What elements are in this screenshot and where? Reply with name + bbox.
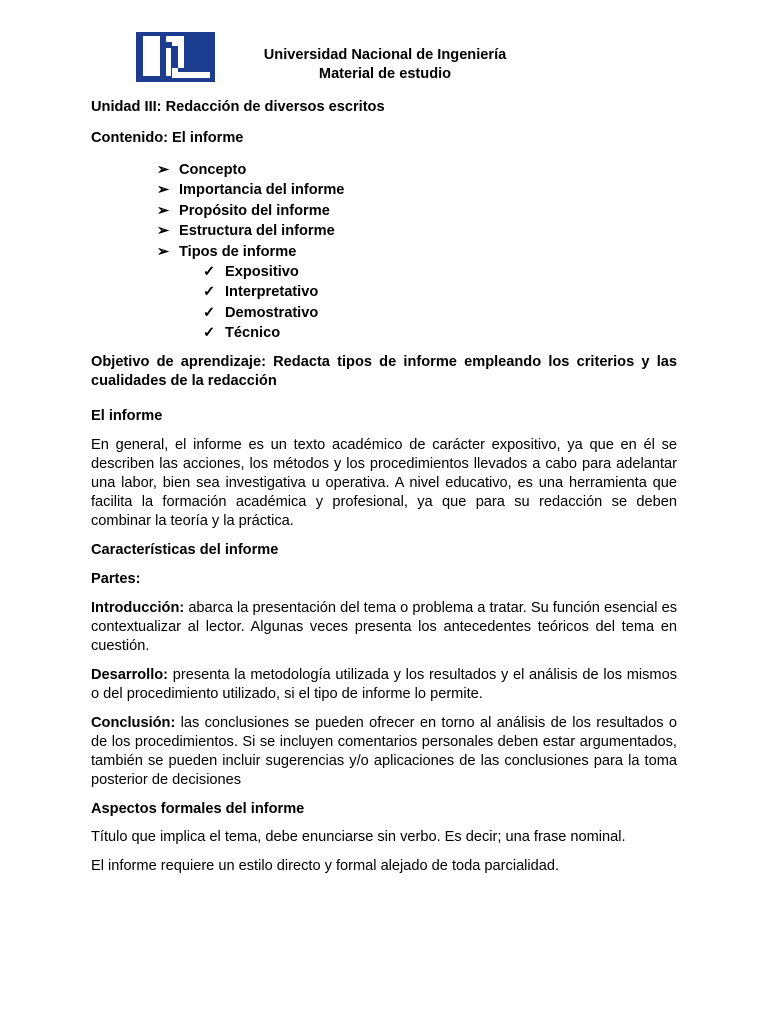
- learning-objective: Objetivo de aprendizaje: Redacta tipos de informe empleando los criterios y las cualidades de la redacción: [91, 353, 677, 389]
- arrow-bullet-icon: ➢: [157, 243, 170, 260]
- checkmark-icon: ✓: [203, 284, 216, 301]
- list-item: ➢ Concepto: [157, 160, 677, 180]
- checkmark-icon: ✓: [203, 325, 216, 342]
- partes-label: Partes:: [91, 570, 141, 587]
- introduccion-paragraph: Introducción: abarca la presentación del tema o problema a tratar. Su función esencial es contextualizar al lector. Algunas veces presenta los antecedentes teóricos del tema en cuestión.: [91, 599, 677, 654]
- checkmark-icon: ✓: [203, 304, 216, 321]
- aspectos-paragraph-2: El informe requiere un estilo directo y formal alejado de toda parcialidad.: [91, 857, 560, 874]
- arrow-bullet-icon: ➢: [157, 162, 170, 178]
- list-item: ✓ Expositivo: [203, 262, 677, 282]
- arrow-bullet-icon: ➢: [157, 223, 170, 240]
- conclusion-paragraph: Conclusión: las conclusiones se pueden ofrecer en torno al análisis de los resultados o de los procedimientos. Si se incluyen comentarios personales deben estar argumentados, también se pueden incluir sugerencias y/o aplicaciones de las conclusiones para la toma posterior de decisiones: [91, 714, 677, 788]
- list-item: ✓ Técnico: [203, 323, 677, 343]
- subtopics-list: [157, 262, 677, 344]
- university-name: Universidad Nacional de Ingeniería: [263, 47, 507, 63]
- topics-list: [91, 160, 677, 344]
- list-item: ✓ Interpretativo: [203, 282, 677, 302]
- checkmark-icon: ✓: [203, 264, 216, 281]
- introduccion-label: Introducción:: [91, 599, 185, 616]
- arrow-bullet-icon: ➢: [157, 202, 170, 219]
- material-label: Material de estudio: [318, 66, 452, 82]
- document-header: [215, 46, 555, 84]
- content-title: Contenido: El informe: [91, 130, 244, 146]
- aspectos-paragraph-1: Título que implica el tema, debe enunciarse sin verbo. Es decir; una frase nominal.: [91, 828, 626, 845]
- informe-paragraph: En general, el informe es un texto académico de carácter expositivo, ya que en él se describen las acciones, los métodos y los procedimientos llevados a cabo para adelantar una labor, bien sea investigativa u operativa. A nivel educativo, es una herramienta que facilita la formación académica y profesional, ya que para su redacción se deben combinar la teoría y la práctica.: [91, 436, 677, 529]
- desarrollo-label: Desarrollo:: [91, 666, 169, 683]
- section-title-caracteristicas: Características del informe: [91, 541, 279, 558]
- section-title-informe: El informe: [91, 407, 163, 424]
- conclusion-label: Conclusión:: [91, 714, 176, 731]
- list-item: ➢ Tipos de informe ✓ Expositivo ✓ Interpretativo ✓ Demostrativo ✓ Técnico: [157, 242, 677, 344]
- uni-logo: [136, 32, 215, 82]
- list-item: ➢ Propósito del informe: [157, 201, 677, 221]
- document-body: [91, 98, 677, 876]
- section-title-aspectos: Aspectos formales del informe: [91, 800, 305, 817]
- desarrollo-paragraph: Desarrollo: presenta la metodología utilizada y los resultados y el análisis de los mismos o del procedimiento utilizado, si el tipo de informe lo permite.: [91, 666, 677, 702]
- list-item: ✓ Demostrativo: [203, 303, 677, 323]
- list-item: ➢ Importancia del informe: [157, 180, 677, 200]
- arrow-bullet-icon: ➢: [157, 182, 170, 199]
- unit-title: Unidad III: Redacción de diversos escritos: [91, 99, 385, 115]
- list-item: ➢ Estructura del informe: [157, 221, 677, 241]
